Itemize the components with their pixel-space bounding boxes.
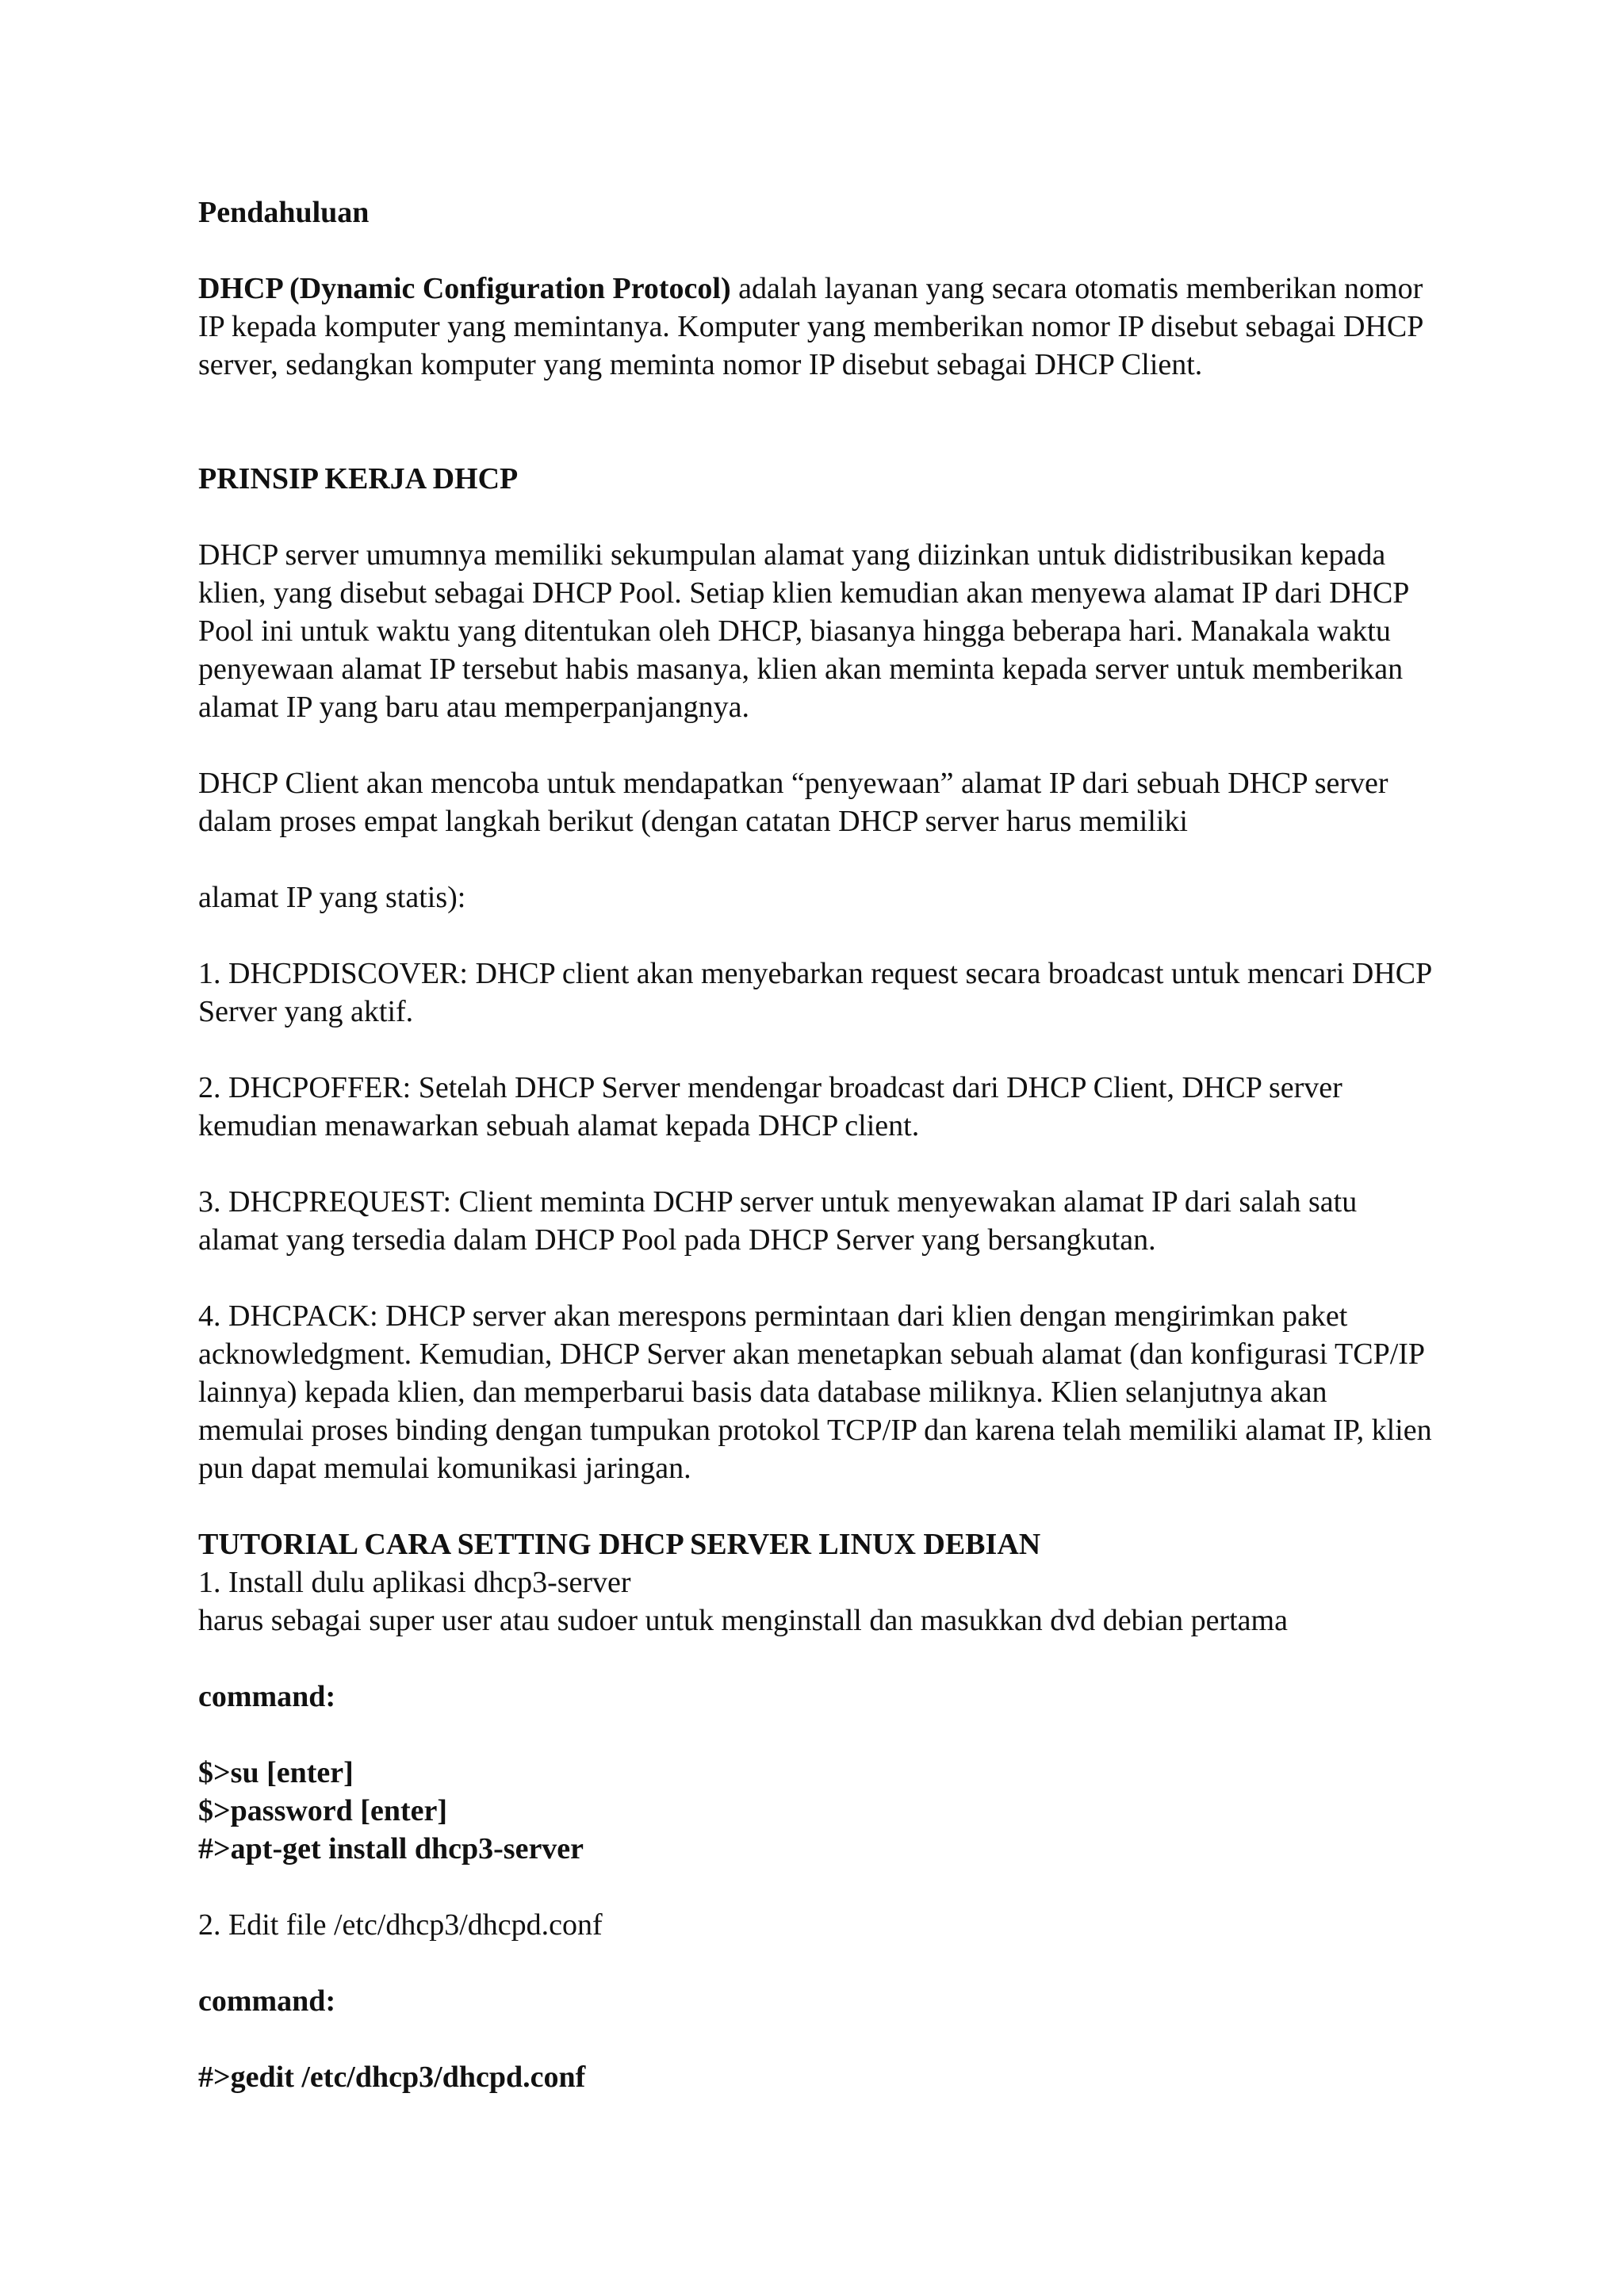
command-gedit: #>gedit /etc/dhcp3/dhcpd.conf (198, 2061, 586, 2094)
tutorial-step-1-note: harus sebagai super user atau sudoer untuk menginstall dan masukkan dvd debian pertama (198, 1604, 1288, 1637)
intro-paragraph (198, 270, 1435, 384)
command-label-1: command: (198, 1680, 336, 1713)
tutorial-heading: TUTORIAL CARA SETTING DHCP SERVER LINUX DEBIAN (198, 1528, 1041, 1561)
command-su: $>su [enter] (198, 1756, 354, 1789)
prinsip-paragraph-1: DHCP server umumnya memiliki sekumpulan alamat yang diizinkan untuk didistribusikan kepada klien, yang disebut sebagai DHCP Pool. Setiap klien kemudian akan menyewa alamat IP dari DHCP Pool ini untuk waktu yang ditentukan oleh DHCP, biasanya hingga beberapa hari. Manakala waktu penyewaan alamat IP tersebut habis masanya, klien akan meminta kepada server untuk memberikan alamat IP yang baru atau memperpanjangnya. (198, 538, 1409, 724)
dhcp-definition: adalah layanan yang secara otomatis memberikan nomor IP kepada komputer yang memintanya. Komputer yang memberikan nomor IP disebut sebagai DHCP server, sedangkan komputer yang meminta nomor IP disebut sebagai DHCP Client. (198, 272, 1423, 381)
dhcp-term: DHCP (Dynamic Configuration Protocol) (198, 272, 731, 305)
command-label-2: command: (198, 1984, 336, 2018)
step-dhcprequest: 3. DHCPREQUEST: Client meminta DCHP server untuk menyewakan alamat IP dari salah satu alamat yang tersedia dalam DHCP Pool pada DHCP Server yang bersangkutan. (198, 1185, 1358, 1257)
tutorial-step-2: 2. Edit file /etc/dhcp3/dhcpd.conf (198, 1908, 603, 1942)
step-dhcpoffer: 2. DHCPOFFER: Setelah DHCP Server mendengar broadcast dari DHCP Client, DHCP server kemudian menawarkan sebuah alamat kepada DHCP client. (198, 1071, 1342, 1142)
command-password: $>password [enter] (198, 1794, 448, 1827)
step-dhcpdiscover: 1. DHCPDISCOVER: DHCP client akan menyebarkan request secara broadcast untuk mencari DHCP Server yang aktif. (198, 957, 1431, 1028)
prinsip-paragraph-2-continued: alamat IP yang statis): (198, 881, 466, 914)
prinsip-paragraph-2: DHCP Client akan mencoba untuk mendapatkan “penyewaan” alamat IP dari sebuah DHCP server dalam proses empat langkah berikut (dengan catatan DHCP server harus memiliki (198, 767, 1388, 838)
intro-heading: Pendahuluan (198, 196, 370, 229)
step-dhcpack: 4. DHCPACK: DHCP server akan merespons permintaan dari klien dengan mengirimkan paket acknowledgment. Kemudian, DHCP Server akan menetapkan sebuah alamat (dan konfigurasi TCP/IP lainnya) kepada klien, dan memperbarui basis data database miliknya. Klien selanjutnya akan memulai proses binding dengan tumpukan protokol TCP/IP dan karena telah memiliki alamat IP, klien pun dapat memulai komunikasi jaringan. (198, 1299, 1432, 1485)
command-apt-get: #>apt-get install dhcp3-server (198, 1832, 584, 1866)
tutorial-step-1: 1. Install dulu aplikasi dhcp3-server (198, 1566, 631, 1599)
prinsip-heading: PRINSIP KERJA DHCP (198, 462, 519, 496)
